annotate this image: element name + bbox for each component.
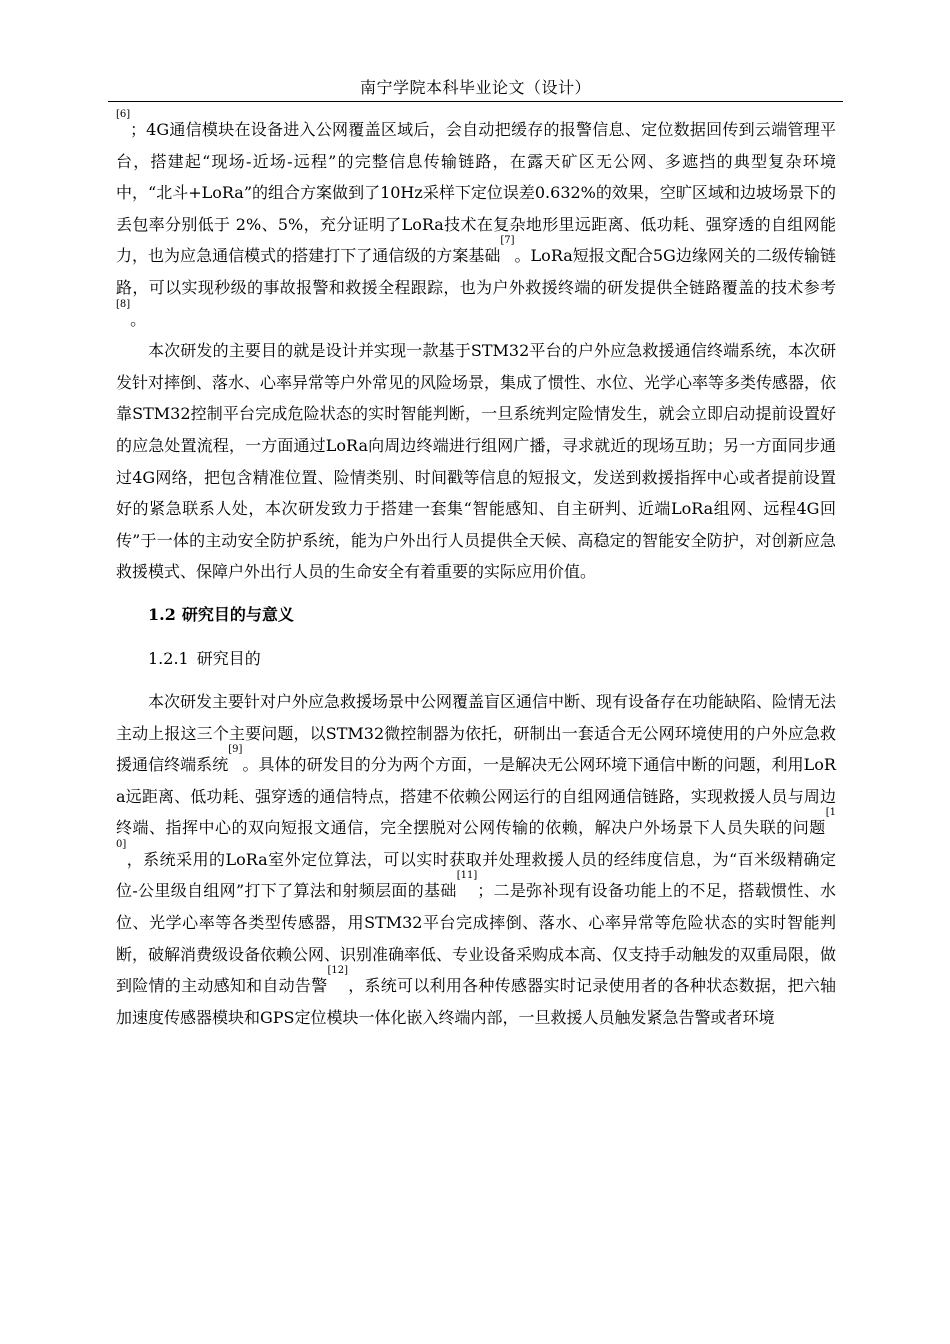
- body-text: [116, 109, 837, 1033]
- paragraph-text: 。LoRa短报文配合5G边缘网关的二级传输链路，可以实现秒级的事故报警和救援全程跟踪，也为户外救援终端的研发提供全链路覆盖的技术参考: [116, 246, 836, 297]
- paragraph-text: 本次研发主要针对户外应急救援场景中公网覆盖盲区通信中断、现有设备存在功能缺陷、险情无法主动上报这三个主要问题，以STM32微控制器为依托，研制出一套适合无公网环境使用的户外应急救援通信终端系统: [116, 691, 837, 775]
- paragraph-research-purpose: [116, 686, 836, 1034]
- paragraph-text: 。: [130, 309, 147, 329]
- citation-7[interactable]: [7]: [500, 235, 515, 247]
- paragraph-text: ，系统可以利用各种传感器实时记录使用者的各种状态数据，把六轴加速度传感器模块和GPS定位模块一体化嵌入终端内部，一旦救援人员触发紧急告警或者环境: [116, 976, 836, 1027]
- subsection-number: 1.2.1: [148, 648, 189, 668]
- subsection-heading-1-2-1: [116, 642, 836, 676]
- paragraph-continuation: [116, 109, 836, 335]
- citation-12[interactable]: [12]: [327, 965, 348, 977]
- citation-6[interactable]: [6]: [116, 109, 131, 120]
- citation-8[interactable]: [8]: [116, 298, 131, 310]
- paragraph-research-goal: 本次研发的主要目的就是设计并实现一款基于STM32平台的户外应急救援通信终端系统，本次研发针对摔倒、落水、心率异常等户外常见的风险场景，集成了惯性、水位、光学心率等多类传感器，依靠STM32控制平台完成危险状态的实时智能判断，一旦系统判定险情发生，就会立即启动提前设置好的应急处置流程，一方面通过LoRa向周边终端进行组网广播，寻求就近的现场互助；另一方面同步通过4G网络，把包含精准位置、险情类别、时间戳等信息的短报文，发送到救援指挥中心或者提前设置好的紧急联系人处，本次研发致力于搭建一套集“智能感知、自主研判、近端LoRa组网、远程4G回传”于一体的主动安全防护系统，能为户外出行人员提供全天候、高稳定的智能安全防护，对创新应急救援模式、保障户外出行人员的生命安全有着重要的实际应用价值。: [116, 341, 837, 582]
- section-title: 研究目的与意义: [181, 604, 294, 624]
- page-header: 南宁学院本科毕业论文（设计）: [359, 78, 591, 97]
- paragraph-text: ，系统采用的LoRa室外定位算法，可以实时获取并处理救援人员的经纬度信息，为“百米级精确定位-公里级自组网”打下了算法和射频层面的基础: [116, 849, 836, 901]
- paragraph-text: ；4G通信模块在设备进入公网覆盖区域后，会自动把缓存的报警信息、定位数据回传到云端管理平台，搭建起“现场-近场-远程”的完整信息传输链路，在露天矿区无公网、多遮挡的典型复杂环境中，“北斗+LoRa”的组合方案做到了10Hz采样下定位误差0.632%的效果，空旷区域和边坡场景下的丢包率分别低于 2%、5%，充分证明了LoRa技术在复杂地形里远距离、低功耗、强穿透的自组网能力，也为应急通信模式的搭建打下了通信级的方案基础: [116, 120, 836, 266]
- paragraph-text: ；二是弥补现有设备功能上的不足，搭载惯性、水位、光学心率等各类型传感器，用STM32平台完成摔倒、落水、心率异常等危险状态的实时智能判断，破解消费级设备依赖公网、识别准确率低、专业设备采购成本高、仅支持手动触发的双重局限，做到险情的主动感知和自动告警: [116, 881, 837, 996]
- header-rule: [108, 101, 843, 102]
- paragraph-text: 。具体的研发目的分为两个方面，一是解决无公网环境下通信中断的问题，利用LoRa远距离、低功耗、强穿透的通信特点，搭建不依赖公网运行的自组网通信链路，实现救援人员与周边终端、指挥中心的双向短报文通信，完全摆脱对公网传输的依赖，解决户外场景下人员失联的问题: [116, 755, 836, 838]
- section-number: 1.2: [148, 604, 176, 624]
- citation-11[interactable]: [11]: [456, 870, 478, 882]
- subsection-title: 研究目的: [196, 648, 261, 668]
- citation-9[interactable]: [9]: [228, 744, 243, 756]
- citation-10[interactable]: [10]: [116, 807, 836, 850]
- section-heading-1-2: [116, 598, 836, 632]
